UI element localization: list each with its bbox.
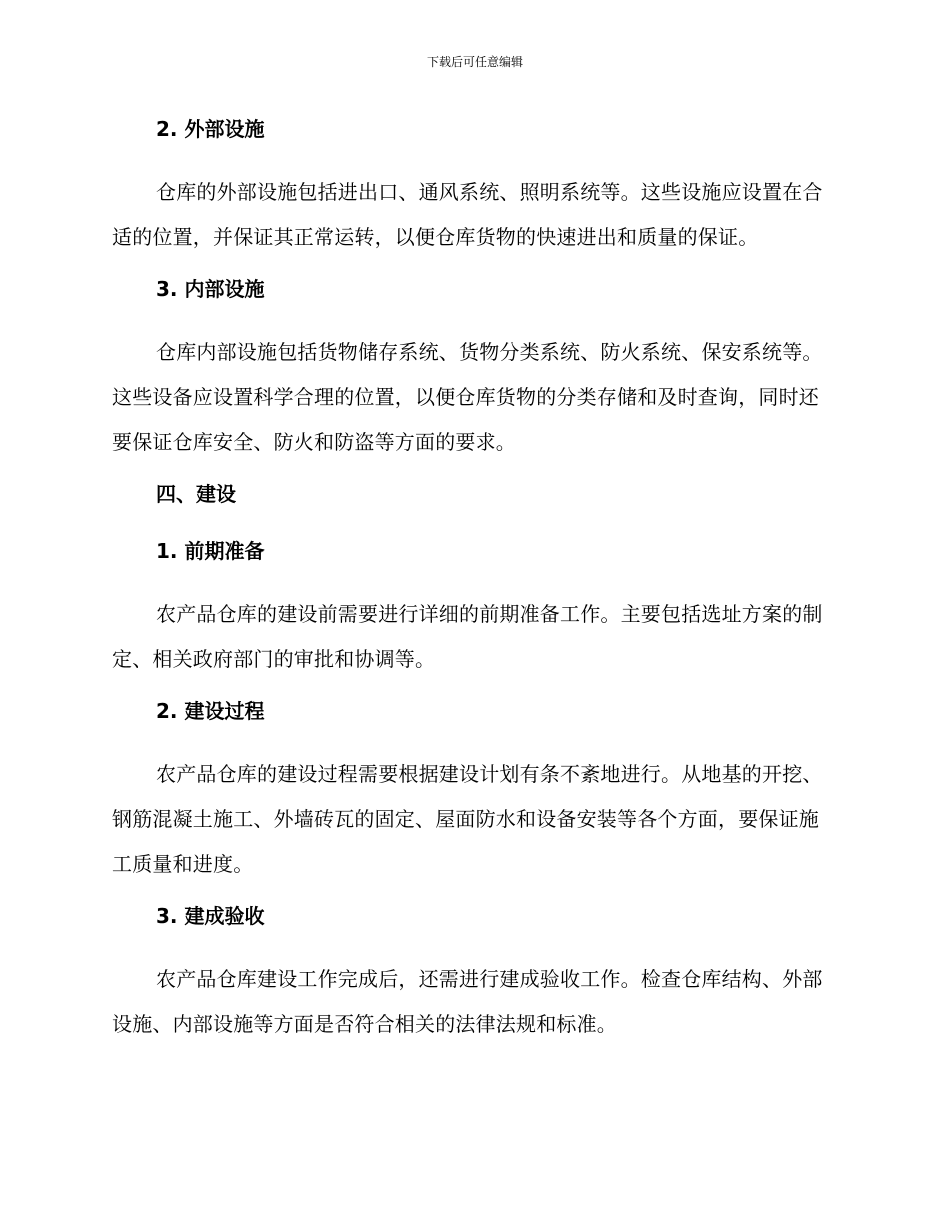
paragraph-preparation: 农产品仓库的建设前需要进行详细的前期准备工作。主要包括选址方案的制定、相关政府部门的审批和协调等。 xyxy=(112,602,823,671)
paragraph-internal-facilities: 仓库内部设施包括货物储存系统、货物分类系统、防火系统、保安系统等。这些设备应设置科学合理的位置，以便仓库货物的分类存储和及时查询，同时还要保证仓库安全、防火和防盗等方面的要求。 xyxy=(112,340,823,454)
section-heading-external-facilities: 2. 外部设施 xyxy=(156,117,265,141)
chapter-heading-construction: 四、建设 xyxy=(156,482,236,506)
section-heading-acceptance: 3. 建成验收 xyxy=(156,904,265,928)
paragraph-construction-process: 农产品仓库的建设过程需要根据建设计划有条不紊地进行。从地基的开挖、钢筋混凝土施工、外墙砖瓦的固定、屋面防水和设备安装等各个方面，要保证施工质量和进度。 xyxy=(112,762,823,876)
section-heading-construction-process: 2. 建设过程 xyxy=(156,699,265,723)
document-body xyxy=(112,113,832,1060)
paragraph-acceptance: 农产品仓库建设工作完成后，还需进行建成验收工作。检查仓库结构、外部设施、内部设施等方面是否符合相关的法律法规和标准。 xyxy=(112,967,823,1036)
section-heading-preparation: 1. 前期准备 xyxy=(156,539,265,563)
page-header: 下载后可任意编辑 xyxy=(426,55,523,69)
section-heading-internal-facilities: 3. 内部设施 xyxy=(156,277,265,301)
paragraph-external-facilities: 仓库的外部设施包括进出口、通风系统、照明系统等。这些设施应设置在合适的位置，并保证其正常运转，以便仓库货物的快速进出和质量的保证。 xyxy=(112,180,823,249)
